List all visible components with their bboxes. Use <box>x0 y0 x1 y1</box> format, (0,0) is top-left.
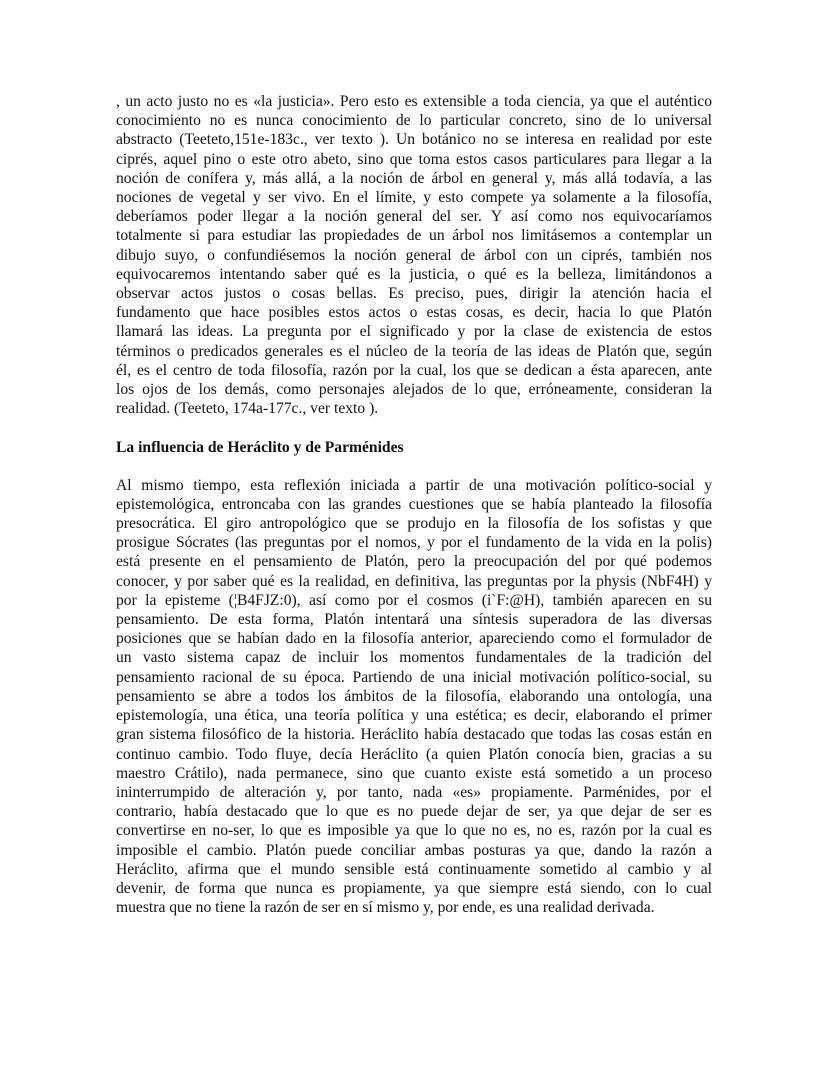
text-line: fundamento que hace posibles estos actos o estas cosas, es decir, hacia lo que Platón <box>116 304 712 322</box>
text-line: abstracto (Teeteto,151e-183c., ver texto ). Un botánico no se interesa en realidad por este <box>116 131 712 149</box>
text-line: nociones de vegetal y ser vivo. En el límite, y esto compete ya solamente a la filosofía, <box>116 189 712 207</box>
text-line: continuo cambio. Todo fluye, decía Heráclito (a quien Platón conocía bien, gracias a su <box>116 745 712 763</box>
text-line: está presente en el pensamiento de Platón, pero la preocupación del por qué podemos <box>116 553 712 571</box>
text-line: pensamiento racional de su época. Partiendo de una inicial motivación político-social, su <box>116 668 712 686</box>
section-heading: La influencia de Heráclito y de Parménides <box>116 439 404 457</box>
text-line: Al mismo tiempo, esta reflexión iniciada a partir de una motivación político-social y <box>116 476 712 494</box>
text-line: maestro Crátilo), nada permanece, sino que cuanto existe está sometido a un proceso <box>116 764 712 782</box>
text-line: epistemológica, entroncaba con las grandes cuestiones que se había planteado la filosofía <box>116 495 712 513</box>
text-line: ininterrumpido de alteración y, por tanto, nada «es» propiamente. Parménides, por el <box>116 783 712 801</box>
text-line: Heráclito, afirma que el mundo sensible está continuamente sometido al cambio y al <box>116 860 712 878</box>
text-line: deberíamos poder llegar a la noción general del ser. Y así como nos equivocaríamos <box>116 208 712 226</box>
text-line: presocrática. El giro antropológico que se produjo en la filosofía de los sofistas y que <box>116 515 712 533</box>
text-line: pensamiento. De esta forma, Platón intentará una síntesis superadora de las diversas <box>116 611 712 629</box>
text-line: observar actos justos o cosas bellas. Es preciso, pues, dirigir la atención hacia el <box>116 285 712 303</box>
text-line: dibujo suyo, o confundiésemos la noción general de árbol con un ciprés, también nos <box>116 246 712 264</box>
text-line: totalmente si para estudiar las propiedades de un árbol nos limitásemos a contemplar un <box>116 227 712 245</box>
text-line: prosigue Sócrates (las preguntas por el nomos, y por el fundamento de la vida en la polis) <box>116 534 712 552</box>
text-line: por la episteme (¦B4FJZ:0), así como por el cosmos (i`F:@H), también aparecen en su <box>116 591 712 609</box>
text-line: contrario, había destacado que lo que es no puede dejar de ser, ya que dejar de ser es <box>116 803 712 821</box>
text-line: pensamiento se abre a todos los ámbitos de la filosofía, elaborando una ontología, una <box>116 687 712 705</box>
text-line: términos o predicados generales es el núcleo de la teoría de las ideas de Platón que, según <box>116 342 712 360</box>
text-line: llamará las ideas. La pregunta por el significado y por la clase de existencia de estos <box>116 323 712 341</box>
text-line: noción de conífera y, más allá, a la noción de árbol en general y, más allá todavía, a las <box>116 169 712 187</box>
text-line: los ojos de los demás, como personajes alejados de lo que, erróneamente, consideran la <box>116 381 712 399</box>
text-line: epistemología, una ética, una teoría política y una estética; es decir, elaborando el primer <box>116 707 712 725</box>
text-line: equivocaremos intentando saber qué es la justicia, o qué es la belleza, limitándonos a <box>116 265 712 283</box>
text-line: gran sistema filosófico de la historia. Heráclito había destacado que todas las cosas están en <box>116 726 712 744</box>
text-line: , un acto justo no es «la justicia». Pero esto es extensible a toda ciencia, ya que el auténtico <box>116 93 712 110</box>
text-line: ciprés, aquel pino o este otro abeto, sino que toma estos casos particulares para llegar a la <box>116 150 712 168</box>
text-line: él, es el centro de toda filosofía, razón por la cual, los que se dedican a ésta aparecen, ante <box>116 361 712 379</box>
text-line: posiciones que se habían dado en la filosofía anterior, apareciendo como el formulador de <box>116 630 712 648</box>
text-line: muestra que no tiene la razón de ser en sí mismo y, por ende, es una realidad derivada. <box>116 899 655 917</box>
text-line: un vasto sistema capaz de incluir los momentos fundamentales de la tradición del <box>116 649 712 667</box>
paragraph-heraclitus-parmenides <box>116 476 712 918</box>
paragraph-theory-of-ideas <box>116 92 712 418</box>
text-line: realidad. (Teeteto, 174a-177c., ver texto ). <box>116 400 379 418</box>
text-line: imposible el cambio. Platón puede conciliar ambas posturas ya que, dando la razón a <box>116 841 712 859</box>
text-line: devenir, de forma que nunca es propiamente, ya que siempre está siendo, con lo cual <box>116 879 712 897</box>
text-line: conocer, y por saber qué es la realidad, en definitiva, las preguntas por la physis (NbF4H) y <box>116 572 712 590</box>
text-line: conocimiento no es nunca conocimiento de lo particular concreto, sino de lo universal <box>116 112 712 130</box>
text-line: convertirse en no-ser, lo que es imposible ya que lo que no es, no es, razón por la cual es <box>116 822 712 840</box>
document-page <box>116 92 712 917</box>
